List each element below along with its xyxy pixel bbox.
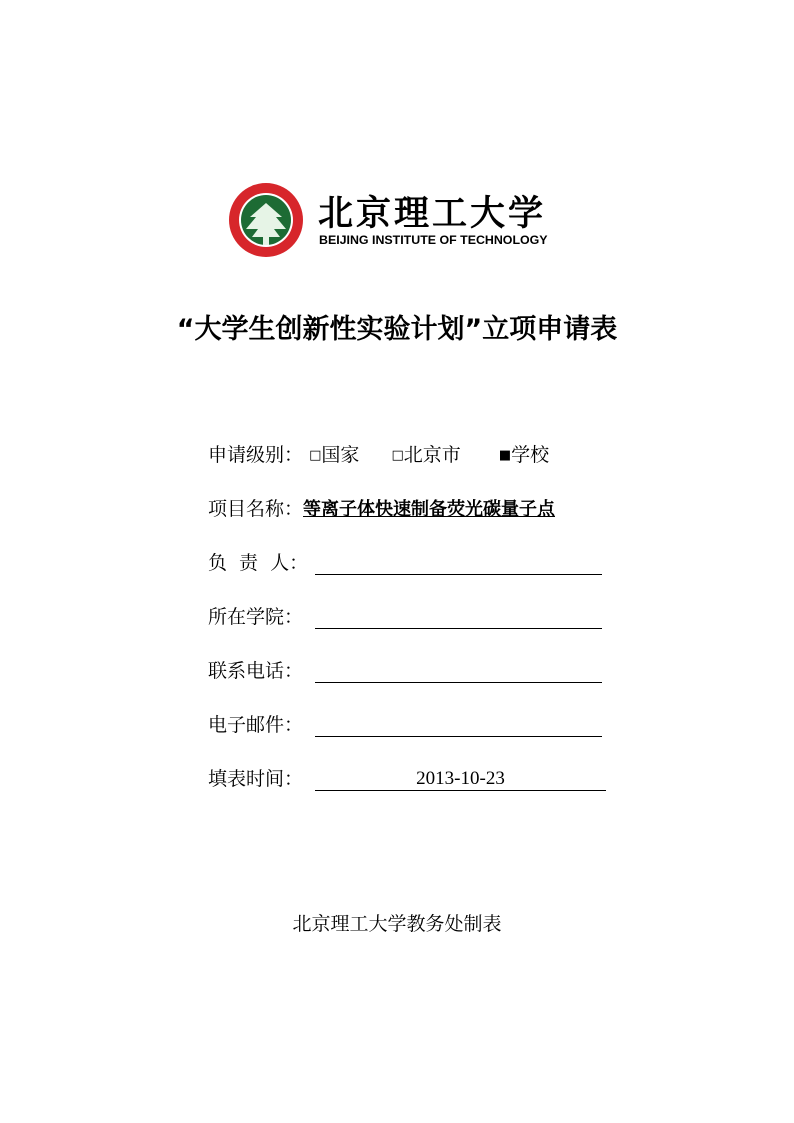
page-title: “大学生创新性实验计划”立项申请表 — [176, 314, 618, 345]
field-label: 联系电话： — [208, 660, 304, 682]
field-label: 电子邮件： — [208, 714, 304, 736]
field-college — [208, 604, 303, 630]
field-project — [208, 496, 555, 522]
college-input[interactable] — [315, 604, 602, 629]
phone-input[interactable] — [315, 658, 602, 683]
checkbox-national[interactable]: □ — [309, 448, 322, 463]
field-label: 所在学院： — [208, 606, 304, 628]
footer-issuer: 北京理工大学教务处制表 — [292, 913, 502, 935]
logo-name-en: BEIJING INSTITUTE OF TECHNOLOGY — [319, 233, 548, 247]
option-label: 国家 — [321, 444, 360, 466]
email-input[interactable] — [315, 712, 602, 737]
field-label: 申请级别： — [208, 444, 304, 466]
field-label: 负 责 人： — [208, 552, 309, 574]
leader-input[interactable] — [315, 550, 602, 575]
option-label: 学校 — [511, 444, 550, 466]
logo-name-cn: 北京理工大学 — [318, 193, 547, 234]
field-label: 填表时间： — [208, 768, 304, 790]
field-level — [208, 442, 549, 468]
field-label: 项目名称： — [208, 498, 304, 520]
checkbox-school[interactable]: ■ — [498, 448, 512, 463]
option-label: 北京市 — [403, 444, 461, 466]
field-leader — [208, 550, 308, 576]
field-date — [208, 766, 505, 792]
project-name-value[interactable]: 等离子体快速制备荧光碳量子点 — [303, 499, 556, 520]
checkbox-beijing[interactable]: □ — [391, 448, 404, 463]
field-email — [208, 712, 303, 738]
field-phone — [208, 658, 303, 684]
date-input[interactable]: 2013-10-23 — [315, 766, 606, 791]
